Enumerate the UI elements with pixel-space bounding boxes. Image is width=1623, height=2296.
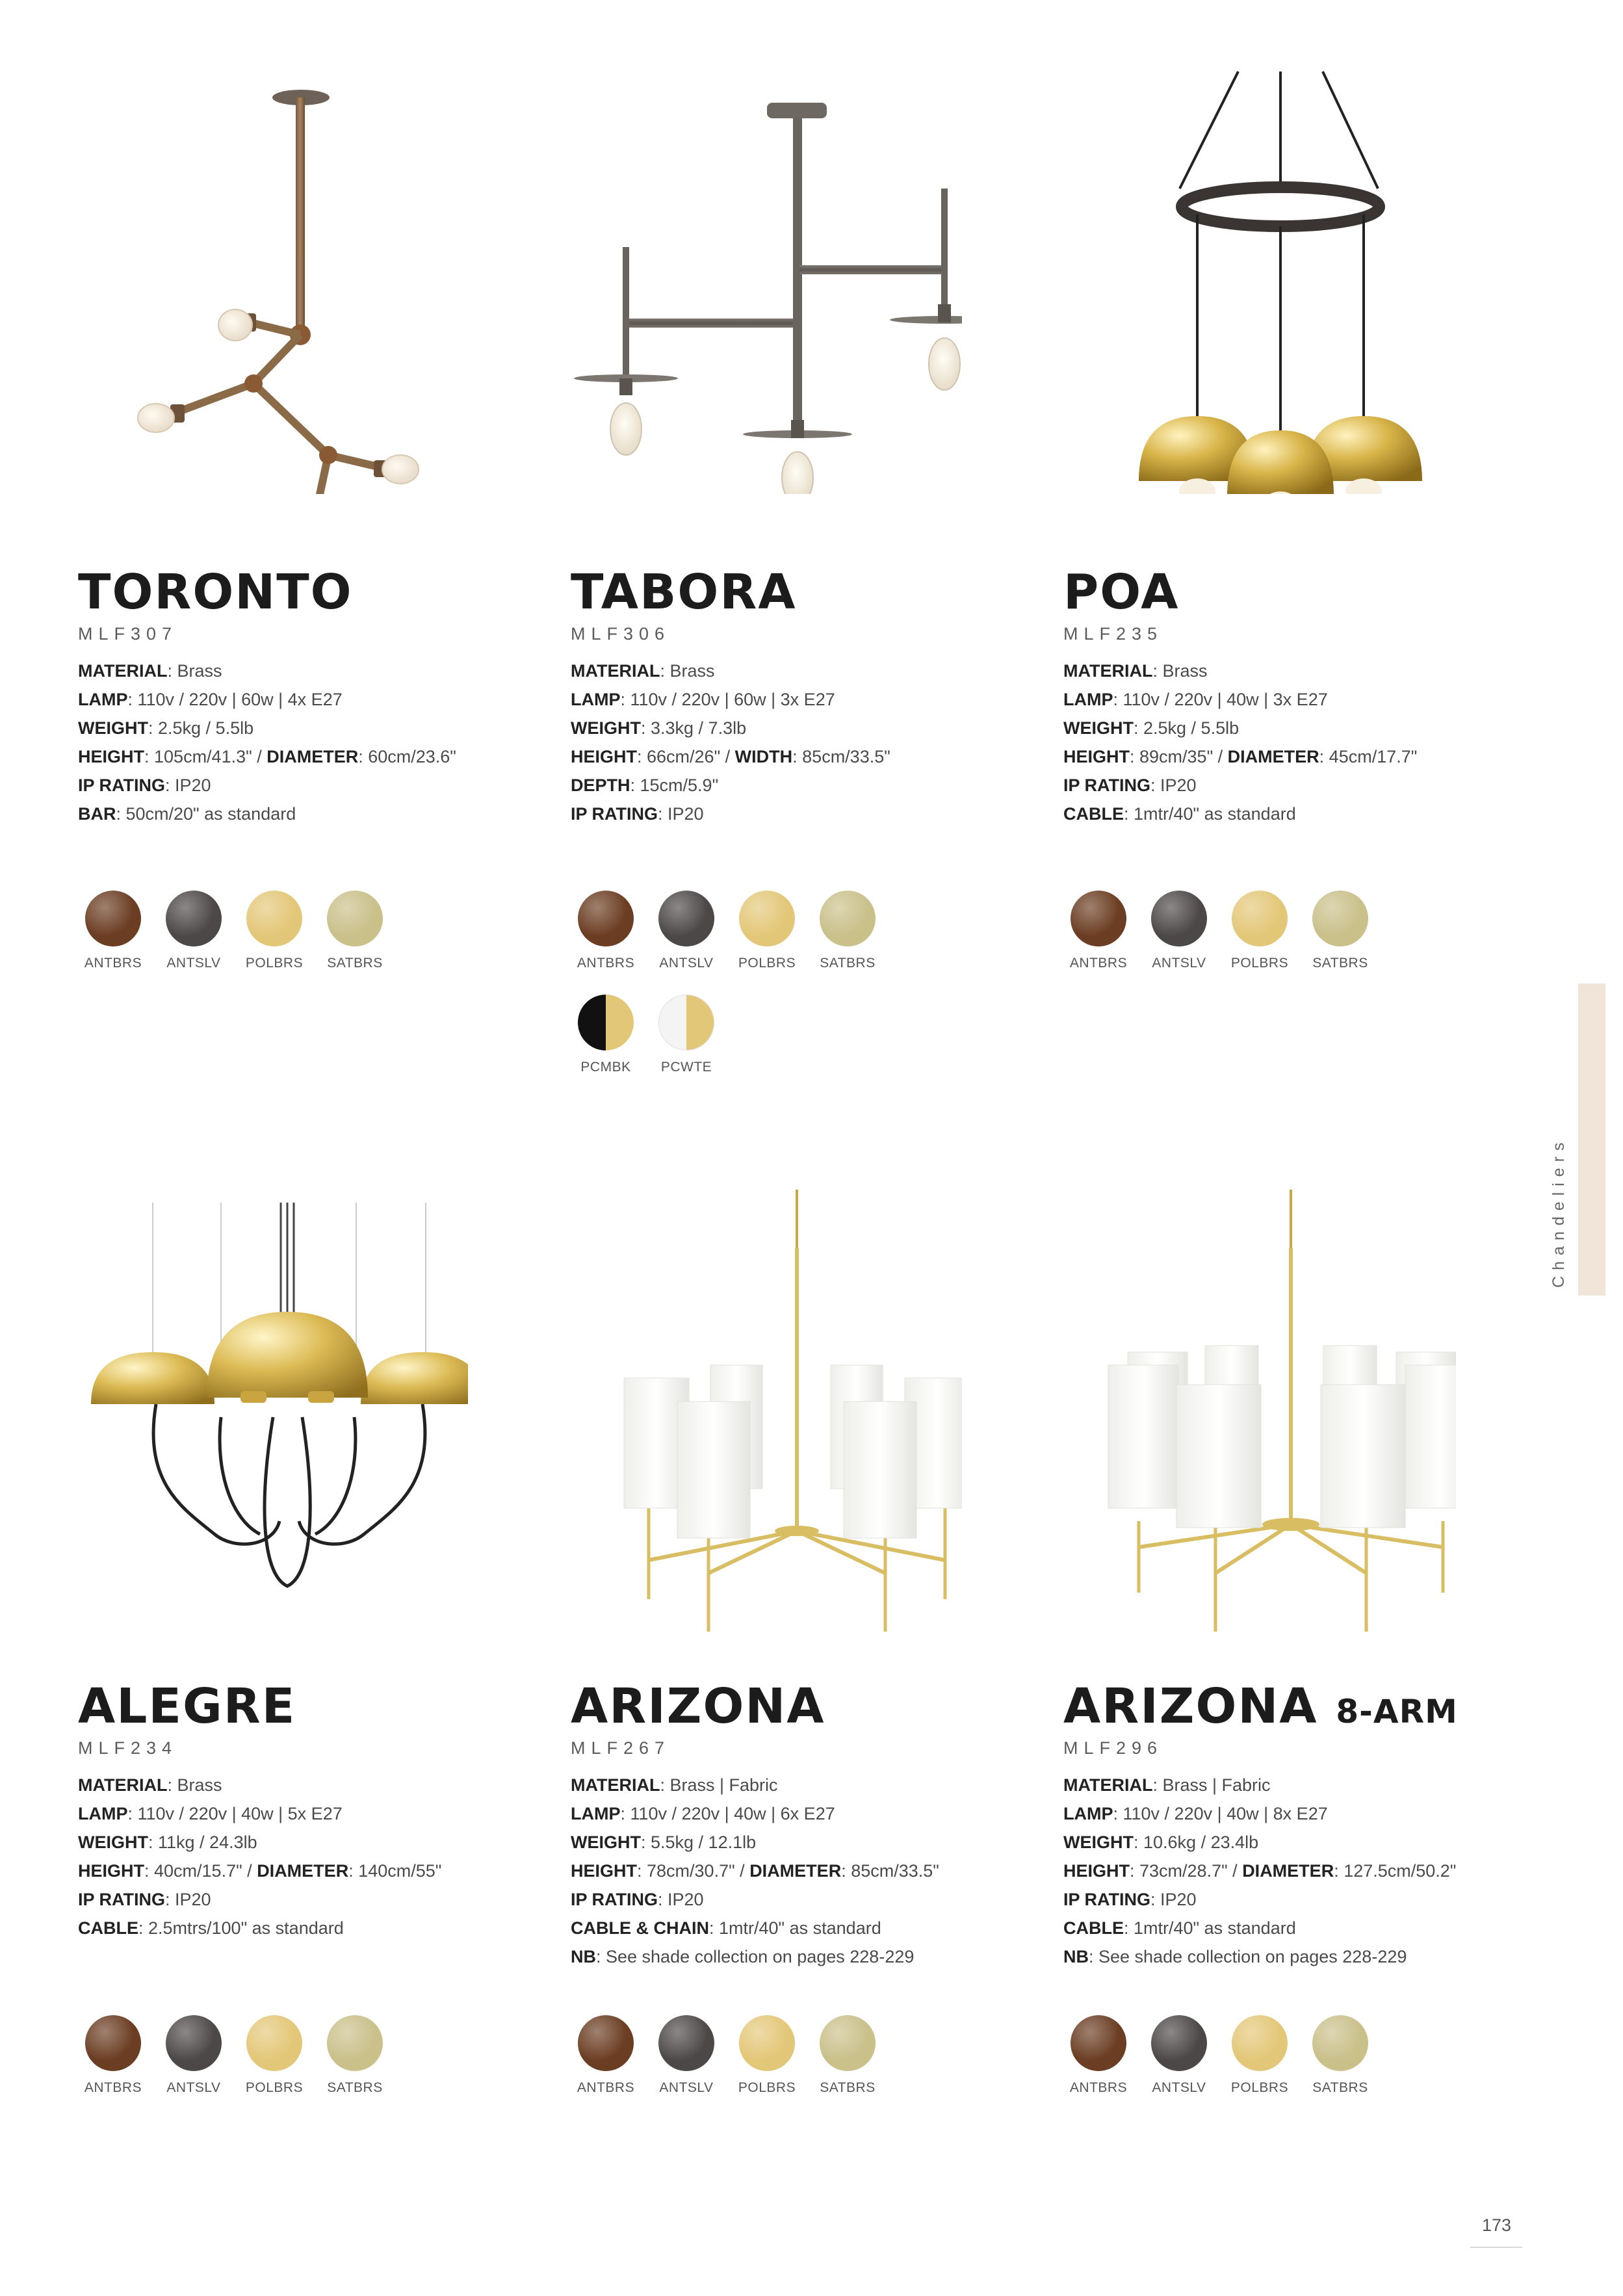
spec-value: : 66cm/26" / xyxy=(637,747,735,766)
swatch-label: POLBRS xyxy=(1230,2080,1289,2095)
spec-value: : 45cm/17.7" xyxy=(1319,747,1418,766)
swatch-dot xyxy=(1312,891,1368,946)
spec-value: : 11kg / 24.3lb xyxy=(148,1833,257,1852)
swatch-polbrs[interactable] xyxy=(738,891,796,971)
swatch-satbrs[interactable] xyxy=(1312,2015,1369,2096)
swatch-dot xyxy=(658,995,714,1050)
spec-line xyxy=(571,1942,987,1971)
spec-value: : 127.5cm/50.2" xyxy=(1334,1861,1457,1881)
swatch-dot xyxy=(820,2015,876,2071)
spec-value: : 89cm/35" / xyxy=(1130,747,1228,766)
product-arizona xyxy=(494,1170,962,2145)
finish-swatches xyxy=(84,2015,487,2119)
swatch-antbrs[interactable] xyxy=(577,891,634,971)
spec-line xyxy=(1063,1885,1479,1914)
swatch-pcwte[interactable] xyxy=(658,995,715,1075)
product-code: MLF235 xyxy=(1063,624,1163,644)
spec-key: NB xyxy=(1063,1947,1089,1966)
spec-key: LAMP xyxy=(78,1804,128,1823)
spec-key: IP RATING xyxy=(1063,776,1151,795)
spec-line xyxy=(78,1799,494,1828)
swatch-antslv[interactable] xyxy=(165,2015,222,2096)
spec-value: : 110v / 220v | 40w | 6x E27 xyxy=(620,1804,835,1823)
spec-line xyxy=(1063,1771,1479,1799)
swatch-dot xyxy=(85,2015,141,2071)
product-title: ARIZONA xyxy=(571,1678,825,1734)
swatch-label: ANTSLV xyxy=(659,2080,714,2095)
spec-key: CABLE xyxy=(1063,1918,1124,1938)
spec-key: DIAMETER xyxy=(1242,1861,1334,1881)
spec-value: : 85cm/33.5" xyxy=(841,1861,939,1881)
swatch-polbrs[interactable] xyxy=(246,891,303,971)
spec-value: : Brass | Fabric xyxy=(660,1775,778,1795)
spec-key: HEIGHT xyxy=(571,1861,638,1881)
product-alegre xyxy=(0,1170,507,2145)
product-specs xyxy=(1063,657,1479,828)
spec-value: : 2.5kg / 5.5lb xyxy=(148,718,254,738)
poa-chandelier-image xyxy=(988,0,1456,494)
swatch-antbrs[interactable] xyxy=(84,891,142,971)
product-arizona-8-arm xyxy=(988,1170,1456,2145)
spec-line xyxy=(571,1828,987,1857)
product-code: MLF307 xyxy=(78,624,178,644)
spec-key: MATERIAL xyxy=(571,661,660,681)
product-tabora xyxy=(494,0,962,1014)
swatch-dot xyxy=(658,891,714,946)
spec-line xyxy=(78,742,494,771)
spec-line xyxy=(1063,742,1479,771)
swatch-label: ANTBRS xyxy=(577,956,635,971)
swatch-label: ANTBRS xyxy=(84,956,142,971)
swatch-dot xyxy=(739,2015,795,2071)
spec-line xyxy=(78,714,494,742)
spec-value: : 110v / 220v | 60w | 3x E27 xyxy=(620,690,835,709)
spec-value: : 50cm/20" as standard xyxy=(116,804,296,824)
spec-key: MATERIAL xyxy=(78,1775,168,1795)
spec-key: LAMP xyxy=(1063,690,1113,709)
spec-value: : 2.5kg / 5.5lb xyxy=(1134,718,1240,738)
spec-key: IP RATING xyxy=(571,1890,658,1909)
swatch-label: ANTBRS xyxy=(577,2080,635,2095)
spec-line xyxy=(1063,1799,1479,1828)
spec-line xyxy=(78,800,494,828)
swatch-label: SATBRS xyxy=(1312,2080,1368,2095)
swatch-antslv[interactable] xyxy=(658,2015,715,2096)
spec-key: WEIGHT xyxy=(1063,718,1134,738)
swatch-antbrs[interactable] xyxy=(1070,2015,1127,2096)
swatch-antslv[interactable] xyxy=(1150,891,1208,971)
spec-value: : IP20 xyxy=(165,1890,211,1909)
swatch-label: ANTSLV xyxy=(166,2080,221,2095)
swatch-dot xyxy=(1071,2015,1126,2071)
spec-line xyxy=(78,771,494,800)
spec-key: DIAMETER xyxy=(266,747,359,766)
spec-line xyxy=(571,1885,987,1914)
spec-key: DEPTH xyxy=(571,776,630,795)
spec-key: MATERIAL xyxy=(1063,1775,1153,1795)
spec-line xyxy=(571,1914,987,1942)
spec-line xyxy=(571,1857,987,1885)
swatch-dot xyxy=(739,891,795,946)
product-poa xyxy=(988,0,1456,1014)
spec-line xyxy=(78,1771,494,1799)
swatch-row xyxy=(1070,2015,1473,2096)
swatch-label: SATBRS xyxy=(1312,956,1368,971)
spec-value: : 105cm/41.3" / xyxy=(144,747,267,766)
spec-key: NB xyxy=(571,1947,596,1966)
finish-swatches xyxy=(84,891,487,995)
swatch-label: SATBRS xyxy=(327,2080,383,2095)
spec-key: WEIGHT xyxy=(78,718,148,738)
alegre-chandelier-image xyxy=(0,1170,468,1664)
page-number-divider xyxy=(1470,2247,1522,2248)
swatch-row xyxy=(1070,891,1473,971)
spec-line xyxy=(571,1799,987,1828)
swatch-dot xyxy=(578,891,634,946)
spec-key: BAR xyxy=(78,804,116,824)
product-title: TORONTO xyxy=(78,564,353,620)
arizona-chandelier-image xyxy=(494,1170,962,1664)
spec-key: LAMP xyxy=(1063,1804,1113,1823)
swatch-dot xyxy=(166,891,222,946)
spec-line xyxy=(1063,657,1479,685)
swatch-row xyxy=(84,891,487,971)
spec-key: DIAMETER xyxy=(1227,747,1319,766)
swatch-dot xyxy=(246,891,302,946)
swatch-dot xyxy=(1071,891,1126,946)
swatch-satbrs[interactable] xyxy=(1312,891,1369,971)
swatch-polbrs[interactable] xyxy=(246,2015,303,2096)
spec-value: : 73cm/28.7" / xyxy=(1130,1861,1243,1881)
spec-line xyxy=(1063,771,1479,800)
spec-key: HEIGHT xyxy=(571,747,638,766)
spec-value: : 110v / 220v | 40w | 5x E27 xyxy=(127,1804,343,1823)
swatch-label: PCWTE xyxy=(660,1060,712,1075)
spec-value: : 60cm/23.6" xyxy=(358,747,456,766)
finish-swatches xyxy=(577,2015,980,2119)
swatch-polbrs[interactable] xyxy=(1231,891,1288,971)
spec-key: CABLE xyxy=(1063,804,1124,824)
spec-key: MATERIAL xyxy=(1063,661,1153,681)
spec-line xyxy=(1063,1914,1479,1942)
spec-line xyxy=(571,742,987,771)
finish-swatches xyxy=(577,891,980,1099)
toronto-chandelier-image xyxy=(0,0,468,494)
swatch-dot xyxy=(578,2015,634,2071)
swatch-row xyxy=(577,2015,980,2096)
swatch-label: ANTBRS xyxy=(1069,956,1128,971)
spec-key: DIAMETER xyxy=(257,1861,349,1881)
product-specs xyxy=(1063,1771,1479,1971)
spec-line xyxy=(78,1828,494,1857)
spec-key: DIAMETER xyxy=(749,1861,842,1881)
spec-key: WIDTH xyxy=(734,747,793,766)
spec-line xyxy=(1063,1857,1479,1885)
spec-key: HEIGHT xyxy=(1063,747,1130,766)
spec-value: : 10.6kg / 23.4lb xyxy=(1134,1833,1259,1852)
spec-line xyxy=(1063,1942,1479,1971)
section-tab-label: Chandeliers xyxy=(1550,1136,1568,1288)
spec-value: : 78cm/30.7" / xyxy=(637,1861,750,1881)
spec-value: : IP20 xyxy=(658,1890,704,1909)
swatch-label: SATBRS xyxy=(820,2080,876,2095)
spec-key: LAMP xyxy=(571,690,621,709)
swatch-dot xyxy=(327,891,383,946)
swatch-dot xyxy=(1151,891,1207,946)
spec-value: : Brass | Fabric xyxy=(1152,1775,1271,1795)
product-name-suffix: 8-ARM xyxy=(1336,1693,1458,1730)
spec-key: HEIGHT xyxy=(78,1861,145,1881)
swatch-polbrs[interactable] xyxy=(1231,2015,1288,2096)
spec-key: CABLE & CHAIN xyxy=(571,1918,709,1938)
spec-value: : 1mtr/40" as standard xyxy=(1124,1918,1296,1938)
swatch-satbrs[interactable] xyxy=(326,891,383,971)
swatch-label: SATBRS xyxy=(820,956,876,971)
spec-line xyxy=(1063,1828,1479,1857)
spec-value: : 1mtr/40" as standard xyxy=(709,1918,881,1938)
spec-key: HEIGHT xyxy=(78,747,145,766)
product-specs xyxy=(78,657,494,828)
finish-swatches xyxy=(1070,891,1473,995)
product-title: TABORA xyxy=(571,564,797,620)
swatch-antbrs[interactable] xyxy=(84,2015,142,2096)
swatch-satbrs[interactable] xyxy=(819,2015,876,2096)
spec-value: : 140cm/55" xyxy=(348,1861,442,1881)
page-number: 173 xyxy=(1482,2215,1512,2235)
spec-value: : See shade collection on pages 228-229 xyxy=(1089,1947,1407,1966)
spec-key: CABLE xyxy=(78,1918,138,1938)
spec-key: IP RATING xyxy=(571,804,658,824)
swatch-label: ANTSLV xyxy=(1152,2080,1206,2095)
spec-key: WEIGHT xyxy=(571,1833,641,1852)
swatch-satbrs[interactable] xyxy=(819,891,876,971)
section-tab xyxy=(1578,984,1605,1296)
spec-key: LAMP xyxy=(78,690,128,709)
product-code: MLF296 xyxy=(1063,1738,1163,1758)
swatch-polbrs[interactable] xyxy=(738,2015,796,2096)
tabora-chandelier-image xyxy=(494,0,962,494)
spec-key: MATERIAL xyxy=(78,661,168,681)
spec-value: : Brass xyxy=(1152,661,1208,681)
swatch-satbrs[interactable] xyxy=(326,2015,383,2096)
spec-line xyxy=(571,800,987,828)
spec-value: : 110v / 220v | 40w | 8x E27 xyxy=(1113,1804,1328,1823)
spec-line xyxy=(78,1857,494,1885)
spec-value: : 110v / 220v | 40w | 3x E27 xyxy=(1113,690,1328,709)
swatch-label: SATBRS xyxy=(327,956,383,971)
swatch-dot xyxy=(658,2015,714,2071)
spec-value: : IP20 xyxy=(658,804,704,824)
product-specs xyxy=(571,657,987,828)
swatch-dot xyxy=(1151,2015,1207,2071)
finish-swatches xyxy=(1070,2015,1473,2119)
spec-line xyxy=(78,657,494,685)
spec-line xyxy=(571,657,987,685)
spec-line xyxy=(1063,714,1479,742)
spec-value: : IP20 xyxy=(1150,1890,1197,1909)
swatch-dot xyxy=(246,2015,302,2071)
spec-key: MATERIAL xyxy=(571,1775,660,1795)
swatch-antslv[interactable] xyxy=(658,891,715,971)
spec-line xyxy=(78,1914,494,1942)
spec-value: : See shade collection on pages 228-229 xyxy=(596,1947,915,1966)
swatch-label: POLBRS xyxy=(1230,956,1289,971)
spec-key: IP RATING xyxy=(78,776,166,795)
swatch-dot xyxy=(578,995,634,1050)
swatch-row xyxy=(577,891,980,971)
product-specs xyxy=(78,1771,494,1942)
swatch-antbrs[interactable] xyxy=(1070,891,1127,971)
product-code: MLF234 xyxy=(78,1738,178,1758)
swatch-pcmbk[interactable] xyxy=(577,995,634,1075)
spec-value: : 5.5kg / 12.1lb xyxy=(641,1833,757,1852)
spec-value: : 85cm/33.5" xyxy=(792,747,890,766)
product-code: MLF306 xyxy=(571,624,671,644)
spec-line xyxy=(1063,800,1479,828)
swatch-dot xyxy=(85,891,141,946)
spec-line xyxy=(78,685,494,714)
spec-key: WEIGHT xyxy=(1063,1833,1134,1852)
spec-value: : 110v / 220v | 60w | 4x E27 xyxy=(127,690,343,709)
product-name: ARIZONA xyxy=(1063,1678,1318,1734)
swatch-label: POLBRS xyxy=(738,956,796,971)
spec-line xyxy=(78,1885,494,1914)
spec-value: : 40cm/15.7" / xyxy=(144,1861,257,1881)
spec-key: WEIGHT xyxy=(571,718,641,738)
swatch-dot xyxy=(327,2015,383,2071)
spec-value: : 15cm/5.9" xyxy=(630,776,719,795)
product-specs xyxy=(571,1771,987,1971)
product-toronto xyxy=(0,0,507,1014)
spec-line xyxy=(571,714,987,742)
swatch-label: ANTSLV xyxy=(659,956,714,971)
swatch-dot xyxy=(1232,2015,1288,2071)
spec-value: : IP20 xyxy=(1150,776,1197,795)
swatch-antslv[interactable] xyxy=(165,891,222,971)
arizona-8-arm-chandelier-image xyxy=(988,1170,1456,1664)
swatch-row xyxy=(84,2015,487,2096)
product-code: MLF267 xyxy=(571,1738,671,1758)
spec-line xyxy=(571,685,987,714)
spec-key: LAMP xyxy=(571,1804,621,1823)
swatch-label: POLBRS xyxy=(245,2080,304,2095)
swatch-label: PCMBK xyxy=(580,1060,631,1075)
swatch-dot xyxy=(820,891,876,946)
swatch-row xyxy=(577,995,980,1075)
swatch-label: ANTSLV xyxy=(1152,956,1206,971)
spec-value: : 2.5mtrs/100" as standard xyxy=(138,1918,344,1938)
product-title: ALEGRE xyxy=(78,1678,296,1734)
swatch-label: ANTBRS xyxy=(1069,2080,1128,2095)
spec-value: : Brass xyxy=(167,1775,222,1795)
swatch-label: POLBRS xyxy=(245,956,304,971)
spec-key: WEIGHT xyxy=(78,1833,148,1852)
spec-key: IP RATING xyxy=(78,1890,166,1909)
swatch-label: ANTBRS xyxy=(84,2080,142,2095)
spec-key: IP RATING xyxy=(1063,1890,1151,1909)
spec-value: : 1mtr/40" as standard xyxy=(1124,804,1296,824)
swatch-dot xyxy=(1312,2015,1368,2071)
swatch-label: POLBRS xyxy=(738,2080,796,2095)
spec-value: : Brass xyxy=(167,661,222,681)
spec-line xyxy=(1063,685,1479,714)
spec-line xyxy=(571,1771,987,1799)
spec-value: : Brass xyxy=(660,661,715,681)
product-title xyxy=(1063,1678,1458,1734)
spec-value: : 3.3kg / 7.3lb xyxy=(641,718,747,738)
swatch-antbrs[interactable] xyxy=(577,2015,634,2096)
swatch-antslv[interactable] xyxy=(1150,2015,1208,2096)
spec-line xyxy=(571,771,987,800)
swatch-dot xyxy=(166,2015,222,2071)
spec-key: HEIGHT xyxy=(1063,1861,1130,1881)
swatch-dot xyxy=(1232,891,1288,946)
product-title: POA xyxy=(1063,564,1180,620)
spec-value: : IP20 xyxy=(165,776,211,795)
swatch-label: ANTSLV xyxy=(166,956,221,971)
